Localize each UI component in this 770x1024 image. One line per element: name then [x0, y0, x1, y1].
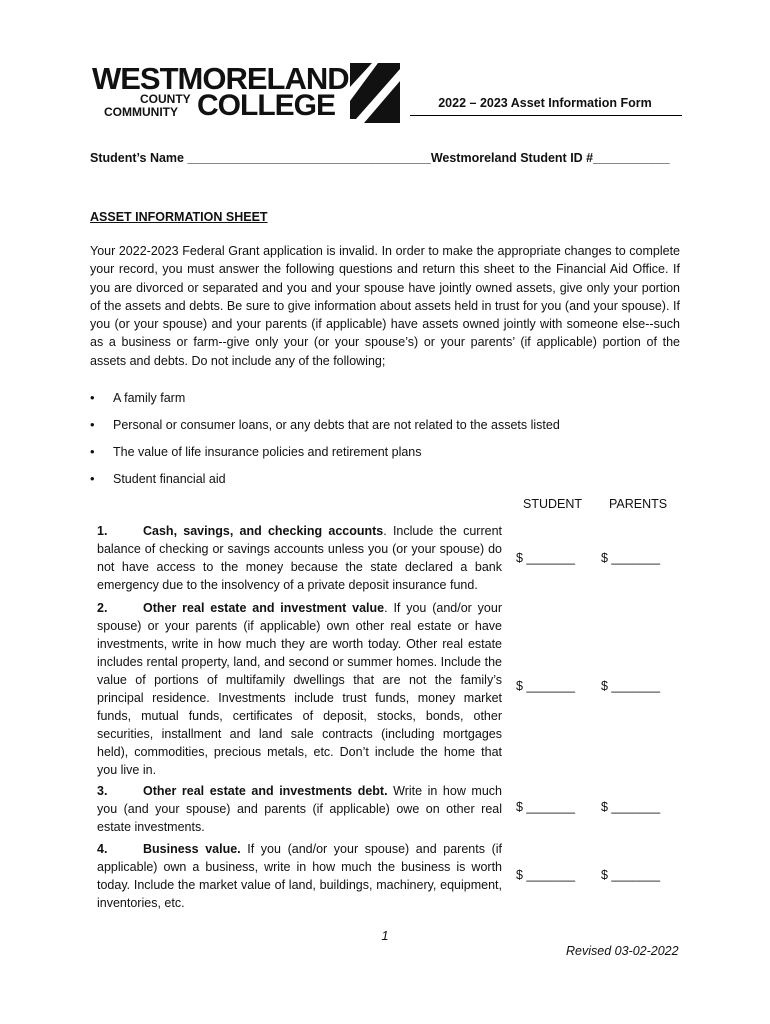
logo-college: COLLEGE	[197, 89, 336, 122]
question-title: Cash, savings, and checking accounts	[143, 524, 384, 538]
logo-community: COMMUNITY	[104, 105, 178, 119]
question-title: Other real estate and investment value	[143, 601, 385, 615]
question-number: 3.	[97, 784, 108, 798]
page-number: 1	[381, 928, 389, 943]
student-id-label: Westmoreland Student ID #	[430, 151, 594, 165]
question-real-estate-debt	[97, 782, 502, 836]
student-name-label: Student’s Name	[90, 151, 185, 165]
question-number: 4.	[97, 842, 108, 856]
debt-parents-amount[interactable]: $ _______	[601, 800, 661, 814]
question-text: Write in how much you (and your spouse) and parents (if applicable) owe on other real estate investments.	[97, 784, 502, 834]
cash-student-amount[interactable]: $ _______	[516, 551, 576, 565]
question-real-estate-value	[97, 599, 502, 779]
student-name-field[interactable]: ___________________________________	[187, 151, 431, 165]
list-item: • Personal or consumer loans, or any debts that are not related to the assets listed	[90, 417, 680, 444]
list-item: • The value of life insurance policies and retirement plans	[90, 444, 680, 471]
debt-student-amount[interactable]: $ _______	[516, 800, 576, 814]
logo-westmoreland: WESTMORELAND	[92, 61, 349, 96]
real-estate-parents-amount[interactable]: $ _______	[601, 679, 661, 693]
question-text: If you (and/or your spouse) and parents (if applicable) own a business, write in how much the business is worth today. Include the market value of land, buildings, machinery, equipment, inventories, etc.	[97, 842, 502, 910]
business-parents-amount[interactable]: $ _______	[601, 868, 661, 882]
question-title: Business value.	[143, 842, 241, 856]
revision-date: Revised 03-02-2022	[566, 944, 679, 958]
question-text: . Include the current balance of checking or savings accounts unless you (or your spouse) do not have access to the money because the state declared a bank emergency due to the insolvency of a private deposit insurance fund.	[97, 524, 503, 592]
list-item: • Student financial aid	[90, 471, 680, 498]
exclusion-list	[90, 390, 680, 498]
question-number: 2.	[97, 601, 108, 615]
intro-paragraph: Your 2022-2023 Federal Grant application is invalid. In order to make the appropriate changes to complete your record, you must answer the following questions and return this sheet to the Financial Aid Office. If you are divorced or separated and you and your spouse have jointly owned assets, give only your portion of the assets and debts. Be sure to give information about assets held in trust for you (and your spouse). If you (or your spouse) and your parents (if applicable) have assets owned jointly with someone else--such as a business or farm--give only your (or your spouse’s) or your parents’ (if applicable) portion of the assets and debts. Do not include any of the following;	[90, 244, 680, 368]
question-cash	[97, 522, 502, 594]
student-info-line	[90, 151, 670, 165]
parents-column-header: PARENTS	[609, 497, 668, 511]
cash-parents-amount[interactable]: $ _______	[601, 551, 661, 565]
logo-county: COUNTY	[140, 92, 191, 106]
student-id-field[interactable]: ___________	[593, 151, 670, 165]
question-text: . If you (and/or your spouse) or your parents (if applicable) own other real estate or have investments, write in how much they are worth today. Other real estate includes rental property, land, and second or summer homes. Include the value of portions of multifamily dwellings that are not the family’s principal residence. Investments include trust funds, money market funds, mutual funds, certificates of deposit, stocks, bonds, other securities, installment and land sale contracts (including mortgages held), commodities, precious metals, etc. Don’t include the home that you live in.	[97, 601, 502, 777]
business-student-amount[interactable]: $ _______	[516, 868, 576, 882]
student-column-header: STUDENT	[523, 497, 583, 511]
question-business-value	[97, 840, 502, 912]
logo-mark-icon	[350, 63, 400, 123]
question-title: Other real estate and investments debt.	[143, 784, 388, 798]
section-heading: ASSET INFORMATION SHEET	[90, 210, 268, 224]
real-estate-student-amount[interactable]: $ _______	[516, 679, 576, 693]
list-item: • A family farm	[90, 390, 680, 417]
title-underline	[410, 115, 682, 116]
question-number: 1.	[97, 524, 108, 538]
form-title: 2022 – 2023 Asset Information Form	[438, 96, 652, 110]
college-logo	[92, 63, 402, 125]
